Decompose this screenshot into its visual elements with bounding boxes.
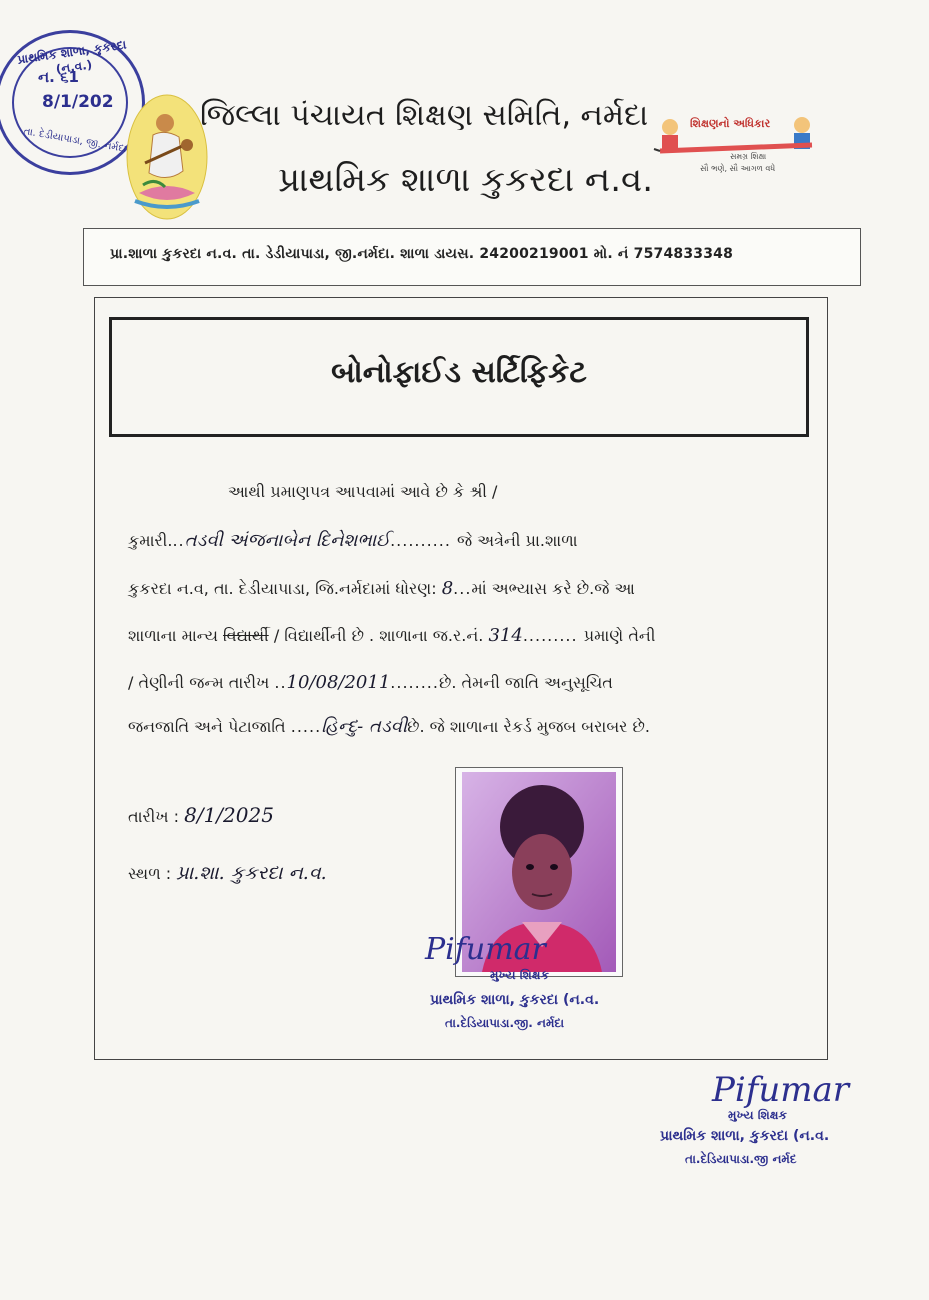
stamp-date: 8/1/202 [42,92,114,112]
body-line-5 [128,672,613,693]
body-line-1: આથી પ્રમાણપત્ર આપવામાં આવે છે કે શ્રી / [228,482,498,501]
school-address: પ્રા.શાળા કુકરદા ન.વ. તા. ડેડીયાપાડા, જી.નર્મદા. શાળા ડાયસ. 24200219001 મો. નં 7574833348 [110,246,734,262]
standard-value: 8 [441,578,454,599]
body-text: / તેણીની જન્મ તારીખ [128,673,270,692]
stamp-ring-bottom: તા. દેડીયાપાડા, જી. નર્મદા [22,126,128,155]
signature-1-title: મુખ્ય શિક્ષક [490,968,549,982]
right-logo-title: શિક્ષણનો અધિકાર [690,117,771,130]
body-text: કુકરદા ન.વ, તા. દેડીયાપાડા, જિ.નર્મદામાં ધોરણ: [128,579,437,598]
body-line-3 [128,578,635,599]
body-text: કુમારી. [128,531,173,550]
body-line-4 [128,625,655,646]
place-value: પ્રા.શા. કુકરદા ન.વ. [176,862,327,884]
signature-2-scribble: Pifumar [712,1070,849,1110]
signature-2-school: પ્રાથમિક શાળા, કુકરદા (ન.વ. [660,1128,830,1144]
dots: ........ [390,673,439,692]
body-text: છે. તેમની જાતિ અનુસૂચિત [438,673,613,692]
body-text: જનજાતિ અને પેટાજાતિ [128,717,286,736]
place-label: સ્થળ : [128,864,172,883]
body-text: પ્રમાણે તેની [583,626,656,645]
signature-1-taluka: તા.દેડિયાપાડા.જી. નર્મદા [445,1016,565,1030]
stamp-ring-top: પ્રાથમિક શાળા, કુકરદા (ન.વ.) [16,37,128,77]
dots: ..... [290,717,322,736]
saraswati-logo-icon [125,93,209,221]
stamp-inward-number: ન. ૬1 [38,68,79,86]
date-of-birth: 10/08/2011 [286,672,391,693]
right-logo-sub1: સમગ્ર શિક્ષા [730,152,767,161]
dots: ......... [522,626,584,645]
body-line-6 [128,716,650,737]
dots: .. [172,531,185,550]
body-text: / વિદ્યાર્થીની છે . શાળાના જ.ર.નં. [273,626,484,645]
body-line-2 [128,530,578,551]
signature-1-scribble: Pifumar [425,932,546,967]
student-name: તડવી અંજનાબેન દિનેશભાઈ [184,530,391,551]
body-text: માં અભ્યાસ કરે છે.જે આ [471,579,635,598]
place-row [128,862,327,884]
subcaste: હિન્દુ- તડવી [321,716,408,737]
date-value: 8/1/2025 [184,803,274,827]
gr-number: 314 [488,625,523,646]
date-row [128,803,274,827]
date-label: તારીખ : [128,807,180,826]
body-text: જે અત્રેની પ્રા.શાળા [457,531,578,550]
signature-1-school: પ્રાથમિક શાળા, કુકરદા (ન.વ. [430,992,600,1008]
signature-2-taluka: તા.દેડિયાપાડા.જી નર્મદ [685,1152,797,1166]
signature-2-title: મુખ્ય શિક્ષક [728,1108,787,1122]
dots: ... [453,579,472,598]
dots: .. [274,673,287,692]
header-committee: જિલ્લા પંચાયત શિક્ષણ સમિતિ, નર્મદા [200,98,649,133]
certificate-title: બોનોફાઈડ સર્ટિફિકેટ [331,355,587,390]
body-text: શાળાના માન્ય [128,626,218,645]
dots: .......... [390,531,458,550]
struck-word: વિદ્યાર્થી [223,626,269,645]
header-school: પ્રાથમિક શાળા કુકરદા ન.વ. [278,160,654,200]
right-logo-sub2: સૌ ભણે, સૌ આગળ વધે [700,164,776,173]
body-text: છે. જે શાળાના રેકર્ડ મુજબ બરાબર છે. [407,717,650,736]
